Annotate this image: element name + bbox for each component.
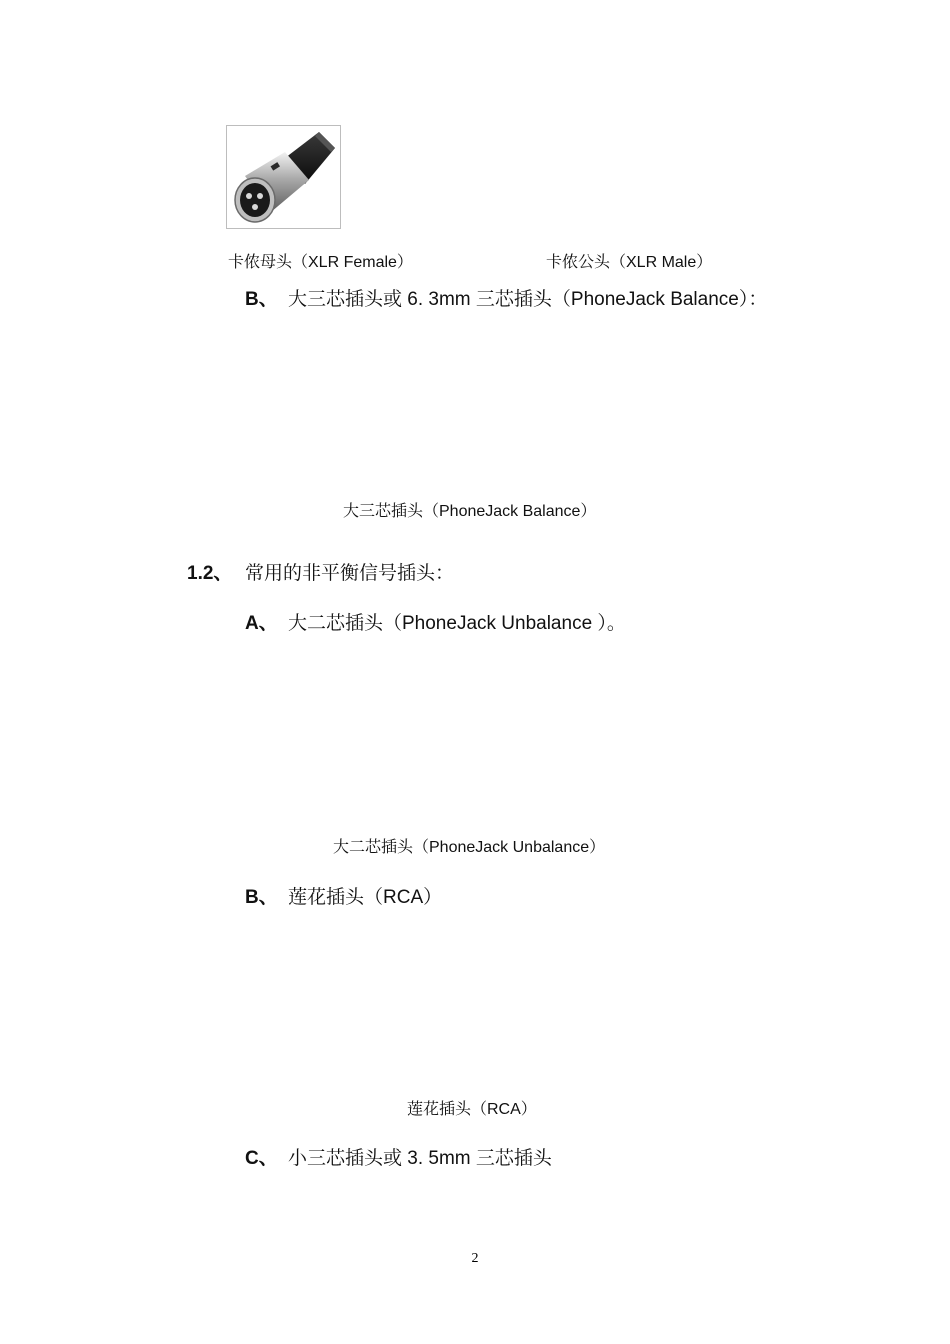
section-number: 1.2、 [187, 563, 233, 584]
list-marker-c: C、 [245, 1148, 278, 1169]
xlr-female-caption: 卡侬母头（XLR Female） [228, 254, 413, 271]
rca-heading: 莲花插头（RCA） [288, 887, 443, 908]
phonejack-balance-caption: 大三芯插头（PhoneJack Balance） [343, 503, 597, 520]
phonejack-unbalance-caption: 大二芯插头（PhoneJack Unbalance） [333, 839, 606, 856]
mini-jack-heading: 小三芯插头或 3. 5mm 三芯插头 [288, 1148, 552, 1169]
list-marker-b: B、 [245, 289, 278, 310]
xlr-female-connector-icon [227, 126, 340, 228]
page-number: 2 [471, 1251, 479, 1266]
phonejack-balance-heading: 大三芯插头或 6. 3mm 三芯插头（PhoneJack Balance）： [288, 289, 768, 310]
xlr-female-image [226, 125, 341, 229]
phonejack-unbalance-heading: 大二芯插头（PhoneJack Unbalance ）。 [288, 613, 626, 634]
xlr-male-caption: 卡侬公头（XLR Male） [546, 254, 713, 271]
list-marker-b2: B、 [245, 887, 278, 908]
rca-caption: 莲花插头（RCA） [407, 1101, 537, 1118]
list-marker-a: A、 [245, 613, 278, 634]
section-title: 常用的非平衡信号插头： [245, 563, 455, 584]
